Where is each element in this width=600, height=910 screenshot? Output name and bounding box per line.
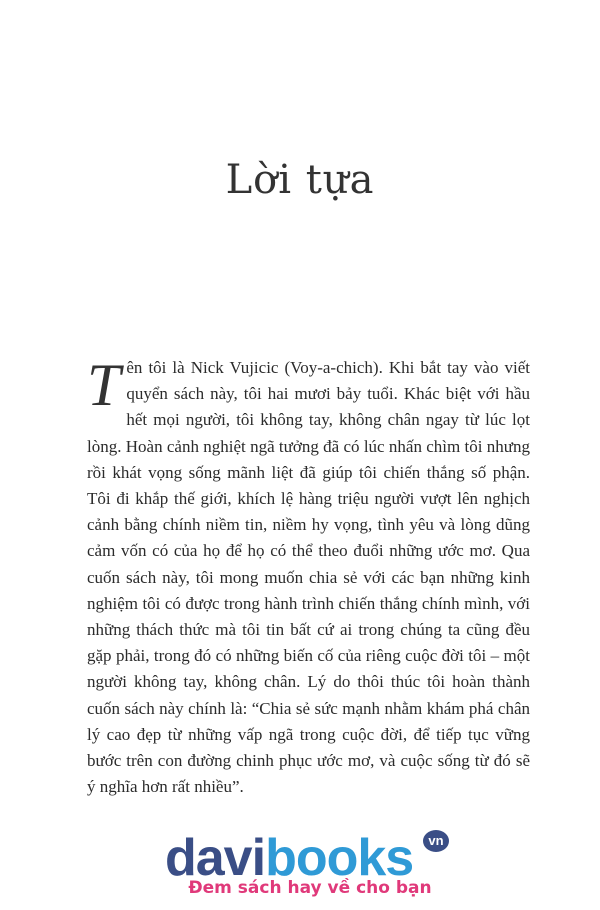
brand-slogan: Đem sách hay về cho bạn [188, 878, 432, 898]
page-title: Lời tựa [225, 156, 375, 203]
preface-text: ên tôi là Nick Vujicic (Voy-a-chich). Khi bắt tay vào viết quyển sách này, tôi hai mươi bảy tuổi. Khác biệt với hầu hết mọi người, tôi không tay, không chân ngay từ lúc lọt lòng. Hoàn cảnh nghiệt ngã tưởng đã có lúc nhấn chìm tôi nhưng rồi khát vọng sống mãnh liệt đã giúp tôi chiến thắng số phận. Tôi đi khắp thế giới, khích lệ hàng triệu người vượt lên nghịch cảnh bằng chính niềm tin, niềm hy vọng, tình yêu và lòng dũng cảm vốn có của họ để họ có thể theo đuổi những ước mơ. Qua cuốn sách này, tôi mong muốn chia sẻ với các bạn những kinh nghiệm tôi có được trong hành trình chiến thắng chính mình, với những thách thức mà tôi tin bất cứ ai trong chúng ta cũng đều gặp phải, trong đó có những biến cố của riêng cuộc đời tôi – một người không tay, không chân. Lý do thôi thúc tôi hoàn thành cuốn sách này chính là: “Chia sẻ sức mạnh nhằm khám phá chân lý cao đẹp từ những vấp ngã trong cuộc đời, để tiếp tục vững bước trên con đường chinh phục ước mơ, và cuộc sống từ đó sẽ ý nghĩa hơn rất nhiều”. [87, 358, 530, 797]
logo-davi: davi [165, 829, 266, 887]
logo-books: books [265, 829, 414, 887]
drop-cap: T [87, 352, 121, 418]
preface-body [87, 352, 530, 800]
brand-footer [0, 828, 600, 910]
vn-badge: vn [423, 830, 449, 852]
